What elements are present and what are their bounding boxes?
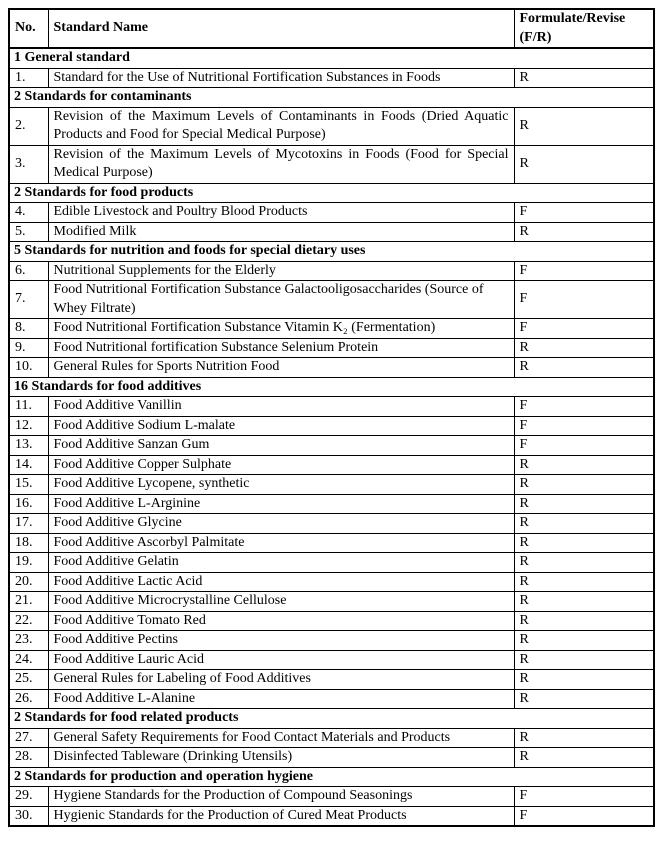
row-number: 4. (9, 203, 48, 223)
table-row (9, 436, 654, 456)
section-label: 2 Standards for food related products (9, 709, 654, 729)
row-number: 6. (9, 261, 48, 281)
formulate-revise-value: R (514, 611, 654, 631)
row-number: 30. (9, 806, 48, 826)
section-label: 2 Standards for food products (9, 183, 654, 203)
formulate-revise-value: R (514, 650, 654, 670)
standard-name: Food Additive Copper Sulphate (48, 455, 514, 475)
formulate-revise-value: F (514, 281, 654, 319)
table-row (9, 748, 654, 768)
table-row (9, 68, 654, 88)
column-header-standard-name: Standard Name (48, 9, 514, 48)
table-row (9, 475, 654, 495)
formulate-revise-value: R (514, 592, 654, 612)
section-row (9, 183, 654, 203)
formulate-revise-value: R (514, 455, 654, 475)
standard-name: Food Additive Pectins (48, 631, 514, 651)
row-number: 28. (9, 748, 48, 768)
formulate-revise-value: R (514, 222, 654, 242)
table-row (9, 281, 654, 319)
standard-name: Food Additive Sanzan Gum (48, 436, 514, 456)
standard-name: Food Additive Glycine (48, 514, 514, 534)
formulate-revise-value: R (514, 475, 654, 495)
section-row (9, 242, 654, 262)
standard-name: Food Additive Ascorbyl Palmitate (48, 533, 514, 553)
section-label: 2 Standards for production and operation hygiene (9, 767, 654, 787)
row-number: 2. (9, 107, 48, 145)
table-body (9, 48, 654, 826)
standard-name: General Rules for Labeling of Food Additives (48, 670, 514, 690)
standard-name: Standard for the Use of Nutritional Fortification Substances in Foods (48, 68, 514, 88)
formulate-revise-value: R (514, 145, 654, 183)
formulate-revise-value: F (514, 319, 654, 339)
row-number: 23. (9, 631, 48, 651)
table-row (9, 455, 654, 475)
table-row (9, 553, 654, 573)
table-row (9, 650, 654, 670)
standard-name: Disinfected Tableware (Drinking Utensils) (48, 748, 514, 768)
section-row (9, 88, 654, 108)
formulate-revise-value: F (514, 416, 654, 436)
row-number: 18. (9, 533, 48, 553)
formulate-revise-value: R (514, 670, 654, 690)
row-number: 27. (9, 728, 48, 748)
formulate-revise-value: F (514, 397, 654, 417)
row-number: 9. (9, 338, 48, 358)
formulate-revise-value: R (514, 728, 654, 748)
table-row (9, 107, 654, 145)
row-number: 10. (9, 358, 48, 378)
row-number: 22. (9, 611, 48, 631)
row-number: 13. (9, 436, 48, 456)
table-row (9, 631, 654, 651)
standard-name: Revision of the Maximum Levels of Contaminants in Foods (Dried Aquatic Products and Food for Special Medical Purpose) (48, 107, 514, 145)
row-number: 17. (9, 514, 48, 534)
formulate-revise-value: R (514, 358, 654, 378)
row-number: 26. (9, 689, 48, 709)
section-label: 5 Standards for nutrition and foods for special dietary uses (9, 242, 654, 262)
section-row (9, 377, 654, 397)
row-number: 7. (9, 281, 48, 319)
formulate-revise-value: R (514, 68, 654, 88)
standard-name: Food Additive Lycopene, synthetic (48, 475, 514, 495)
row-number: 5. (9, 222, 48, 242)
formulate-revise-value: R (514, 572, 654, 592)
table-row (9, 222, 654, 242)
standard-name: General Rules for Sports Nutrition Food (48, 358, 514, 378)
standard-name: Hygiene Standards for the Production of Compound Seasonings (48, 787, 514, 807)
formulate-revise-value: R (514, 533, 654, 553)
formulate-revise-value: F (514, 203, 654, 223)
formulate-revise-value: R (514, 553, 654, 573)
table-row (9, 397, 654, 417)
formulate-revise-value: R (514, 689, 654, 709)
formulate-revise-value: F (514, 261, 654, 281)
table-row (9, 572, 654, 592)
table-row (9, 806, 654, 826)
row-number: 21. (9, 592, 48, 612)
formulate-revise-value: R (514, 514, 654, 534)
formulate-revise-value: R (514, 107, 654, 145)
formulate-revise-value: F (514, 436, 654, 456)
row-number: 20. (9, 572, 48, 592)
section-row (9, 767, 654, 787)
row-number: 24. (9, 650, 48, 670)
section-label: 1 General standard (9, 48, 654, 68)
table-row (9, 728, 654, 748)
row-number: 14. (9, 455, 48, 475)
table-row (9, 689, 654, 709)
standard-name: Nutritional Supplements for the Elderly (48, 261, 514, 281)
row-number: 11. (9, 397, 48, 417)
row-number: 12. (9, 416, 48, 436)
formulate-revise-value: F (514, 806, 654, 826)
standards-table (8, 8, 655, 827)
row-number: 8. (9, 319, 48, 339)
formulate-revise-value: R (514, 748, 654, 768)
standard-name: Modified Milk (48, 222, 514, 242)
column-header-no: No. (9, 9, 48, 48)
standard-name: General Safety Requirements for Food Contact Materials and Products (48, 728, 514, 748)
table-row (9, 338, 654, 358)
standard-name: Revision of the Maximum Levels of Mycotoxins in Foods (Food for Special Medical Purpose) (48, 145, 514, 183)
table-row (9, 611, 654, 631)
standard-name: Food Additive Lauric Acid (48, 650, 514, 670)
standard-name: Edible Livestock and Poultry Blood Products (48, 203, 514, 223)
table-row (9, 358, 654, 378)
table-row (9, 494, 654, 514)
standard-name: Food Additive L-Alanine (48, 689, 514, 709)
formulate-revise-value: R (514, 494, 654, 514)
table-row (9, 787, 654, 807)
table-row (9, 261, 654, 281)
row-number: 16. (9, 494, 48, 514)
table-row (9, 670, 654, 690)
column-header-formulate-revise: Formulate/Revise (F/R) (514, 9, 654, 48)
row-number: 19. (9, 553, 48, 573)
formulate-revise-value: R (514, 631, 654, 651)
standard-name: Food Nutritional Fortification Substance Galactooligosaccharides (Source of Whey Filtrate) (48, 281, 514, 319)
row-number: 1. (9, 68, 48, 88)
table-row (9, 533, 654, 553)
standard-name: Hygienic Standards for the Production of Cured Meat Products (48, 806, 514, 826)
standard-name: Food Nutritional Fortification Substance Vitamin K₂ (Fermentation) (48, 319, 514, 339)
table-row (9, 592, 654, 612)
standard-name: Food Additive Microcrystalline Cellulose (48, 592, 514, 612)
standard-name: Food Additive Tomato Red (48, 611, 514, 631)
row-number: 25. (9, 670, 48, 690)
formulate-revise-value: F (514, 787, 654, 807)
standard-name: Food Nutritional fortification Substance Selenium Protein (48, 338, 514, 358)
standard-name: Food Additive Gelatin (48, 553, 514, 573)
table-row (9, 145, 654, 183)
section-row (9, 709, 654, 729)
row-number: 3. (9, 145, 48, 183)
row-number: 29. (9, 787, 48, 807)
section-row (9, 48, 654, 68)
standard-name: Food Additive L-Arginine (48, 494, 514, 514)
table-row (9, 416, 654, 436)
standard-name: Food Additive Sodium L-malate (48, 416, 514, 436)
row-number: 15. (9, 475, 48, 495)
section-label: 2 Standards for contaminants (9, 88, 654, 108)
table-row (9, 514, 654, 534)
table-row (9, 203, 654, 223)
standard-name: Food Additive Vanillin (48, 397, 514, 417)
table-header-row (9, 9, 654, 48)
section-label: 16 Standards for food additives (9, 377, 654, 397)
table-row (9, 319, 654, 339)
formulate-revise-value: R (514, 338, 654, 358)
standard-name: Food Additive Lactic Acid (48, 572, 514, 592)
